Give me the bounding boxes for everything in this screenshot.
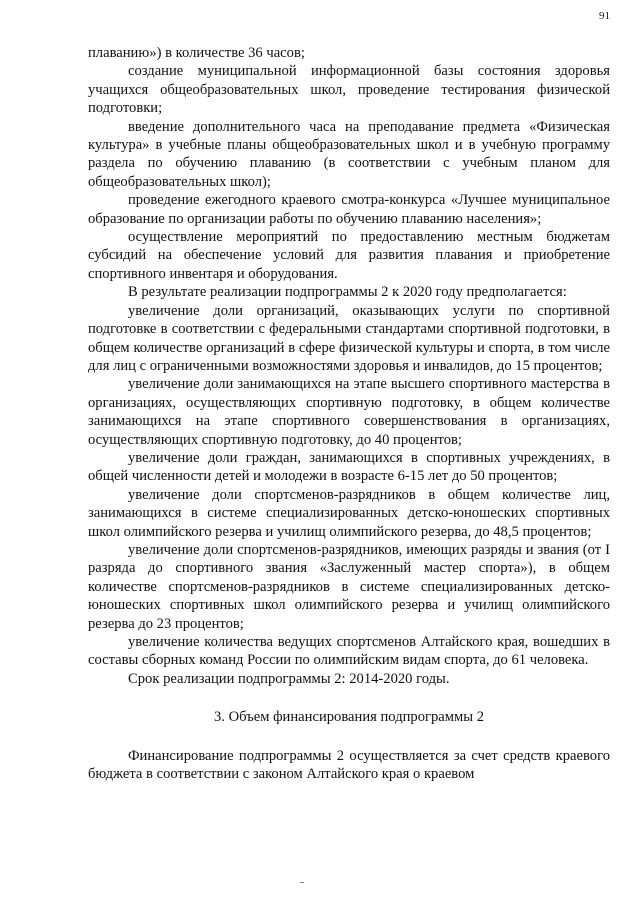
page-number: 91 bbox=[599, 10, 610, 22]
paragraph: увеличение доли спортсменов-разрядников в общем количестве лиц, занимающихся в системе специализированных детско-юношеских спортивных школ олимпийского резерва и училищ олимпийского резерва, до 48,5 процентов; bbox=[88, 486, 610, 540]
paragraph: введение дополнительного часа на преподавание предмета «Физическая культура» в учебные планы общеобразовательных школ и в учебную программу раздела по обучению плаванию (в соответствии с учебным планом для общеобразовательных школ); bbox=[88, 118, 610, 190]
section-heading: 3. Объем финансирования подпрограммы 2 bbox=[214, 709, 484, 726]
paragraph: создание муниципальной информационной базы состояния здоровья учащихся общеобразовательных школ, проведение тестирования физической подготовки; bbox=[88, 63, 610, 117]
paragraph: Финансирование подпрограммы 2 осуществляется за счет средств краевого бюджета в соответствии с законом Алтайского края о краевом bbox=[88, 747, 610, 783]
paragraph: увеличение доли организаций, оказывающих услуги по спортивной подготовке в соответствии с федеральными стандартами спортивной подготовки, в общем количестве организаций в сфере физической культуры и спорта, в том числе для лиц с ограниченными возможностями здоровья и инвалидов, до 15 процентов; bbox=[88, 302, 610, 374]
paragraph: увеличение доли граждан, занимающихся в спортивных учреждениях, в общей численности детей и молодежи в возрасте 6-15 лет до 50 процентов; bbox=[88, 449, 610, 485]
paragraph: плаванию») в количестве 36 часов; bbox=[88, 45, 305, 61]
paragraph: увеличение количества ведущих спортсменов Алтайского края, вошедших в составы сборных команд России по олимпийским видам спорта, до 61 человека. bbox=[88, 634, 610, 669]
paragraph: проведение ежегодного краевого смотра-конкурса «Лучшее муниципальное образование по организации работы по обучению плаванию населения»; bbox=[88, 192, 610, 227]
scan-mark bbox=[300, 882, 304, 883]
paragraph: В результате реализации подпрограммы 2 к 2020 году предполагается: bbox=[128, 284, 567, 301]
paragraph: Срок реализации подпрограммы 2: 2014-2020 годы. bbox=[128, 670, 450, 687]
document-body bbox=[88, 44, 610, 783]
paragraph: увеличение доли спортсменов-разрядников, имеющих разряды и звания (от I разряда до спортивного звания «Заслуженный мастер спорта»), в общем количестве спортсменов-разрядников в системе специализированных детско-юношеских спортивных школ олимпийского резерва и училищ олимпийского резерва до 23 процентов; bbox=[88, 541, 610, 632]
paragraph: увеличение доли занимающихся на этапе высшего спортивного мастерства в организациях, осуществляющих спортивную подготовку, в общем количестве занимающихся на этапе спортивного совершенствования в организациях, осуществляющих спортивную подготовку, до 40 процентов; bbox=[88, 376, 610, 448]
paragraph: осуществление мероприятий по предоставлению местным бюджетам субсидий на обеспечение условий для развития плавания и приобретение спортивного инвентаря и оборудования. bbox=[88, 229, 610, 282]
